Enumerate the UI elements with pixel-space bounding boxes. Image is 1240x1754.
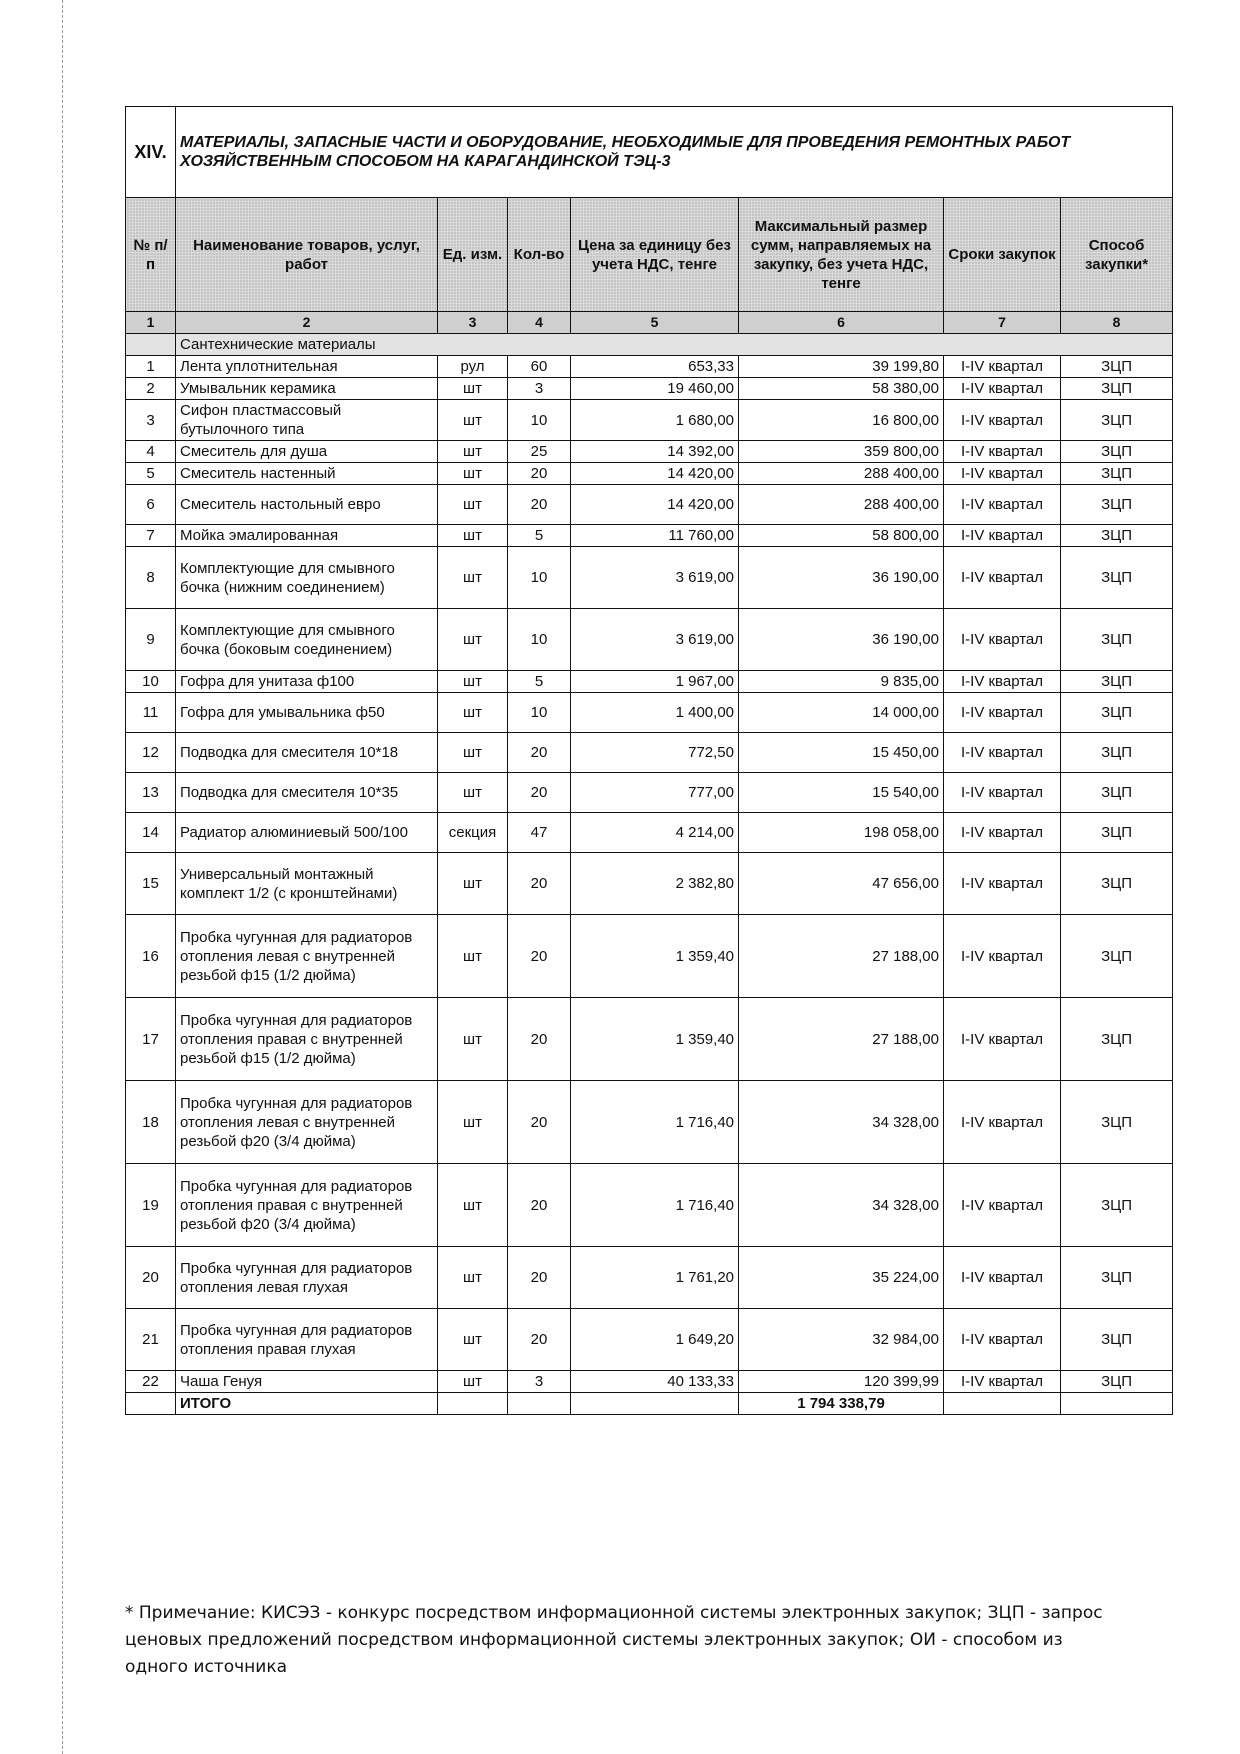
item-method: ЗЦП	[1061, 733, 1173, 773]
procurement-table	[125, 106, 1173, 1415]
item-sum: 39 199,80	[739, 356, 944, 378]
item-price: 1 716,40	[571, 1081, 739, 1164]
item-unit: шт	[438, 1164, 508, 1247]
item-name: Гофра для унитаза ф100	[176, 671, 438, 693]
item-term: I-IV квартал	[944, 609, 1061, 671]
item-unit: рул	[438, 356, 508, 378]
table-row	[126, 1309, 1173, 1371]
item-name: Пробка чугунная для радиаторов отопления левая с внутренней резьбой ф20 (3/4 дюйма)	[176, 1081, 438, 1164]
col-header-sum: Максимальный размер сумм, направляемых на закупку, без учета НДС, тенге	[739, 198, 944, 312]
item-unit: шт	[438, 671, 508, 693]
row-number: 7	[126, 525, 176, 547]
row-number: 22	[126, 1371, 176, 1393]
item-name: Чаша Генуя	[176, 1371, 438, 1393]
section-header-row	[126, 107, 1173, 198]
column-header-row	[126, 198, 1173, 312]
item-unit: шт	[438, 998, 508, 1081]
item-term: I-IV квартал	[944, 356, 1061, 378]
col-num-3: 3	[438, 312, 508, 334]
item-qty: 20	[508, 998, 571, 1081]
item-term: I-IV квартал	[944, 525, 1061, 547]
table-row	[126, 1371, 1173, 1393]
item-term: I-IV квартал	[944, 813, 1061, 853]
item-term: I-IV квартал	[944, 1081, 1061, 1164]
item-sum: 58 800,00	[739, 525, 944, 547]
table-row	[126, 356, 1173, 378]
item-qty: 25	[508, 441, 571, 463]
item-name: Смеситель настенный	[176, 463, 438, 485]
col-num-6: 6	[739, 312, 944, 334]
col-num-5: 5	[571, 312, 739, 334]
row-number: 15	[126, 853, 176, 915]
item-qty: 20	[508, 1309, 571, 1371]
item-name: Пробка чугунная для радиаторов отопления правая глухая	[176, 1309, 438, 1371]
item-price: 4 214,00	[571, 813, 739, 853]
item-unit: шт	[438, 463, 508, 485]
item-sum: 9 835,00	[739, 671, 944, 693]
item-price: 2 382,80	[571, 853, 739, 915]
item-method: ЗЦП	[1061, 813, 1173, 853]
row-number: 3	[126, 400, 176, 441]
item-price: 14 420,00	[571, 485, 739, 525]
table-row	[126, 733, 1173, 773]
item-qty: 60	[508, 356, 571, 378]
item-unit: шт	[438, 915, 508, 998]
item-sum: 27 188,00	[739, 915, 944, 998]
binding-margin-line	[62, 0, 64, 1754]
item-qty: 47	[508, 813, 571, 853]
item-name: Смеситель настольный евро	[176, 485, 438, 525]
item-price: 11 760,00	[571, 525, 739, 547]
item-method: ЗЦП	[1061, 693, 1173, 733]
item-price: 1 359,40	[571, 998, 739, 1081]
row-number: 5	[126, 463, 176, 485]
item-unit: шт	[438, 547, 508, 609]
item-unit: шт	[438, 378, 508, 400]
item-name: Пробка чугунная для радиаторов отопления правая с внутренней резьбой ф20 (3/4 дюйма)	[176, 1164, 438, 1247]
item-method: ЗЦП	[1061, 1164, 1173, 1247]
item-sum: 288 400,00	[739, 463, 944, 485]
item-qty: 20	[508, 1164, 571, 1247]
item-term: I-IV квартал	[944, 485, 1061, 525]
table-row	[126, 378, 1173, 400]
item-term: I-IV квартал	[944, 441, 1061, 463]
col-num-7: 7	[944, 312, 1061, 334]
item-unit: шт	[438, 1247, 508, 1309]
col-header-term: Сроки закупок	[944, 198, 1061, 312]
item-unit: секция	[438, 813, 508, 853]
item-sum: 27 188,00	[739, 998, 944, 1081]
item-name: Подводка для смесителя 10*35	[176, 773, 438, 813]
item-sum: 36 190,00	[739, 547, 944, 609]
table-row	[126, 485, 1173, 525]
item-sum: 15 540,00	[739, 773, 944, 813]
item-unit: шт	[438, 525, 508, 547]
table-row	[126, 853, 1173, 915]
row-number: 17	[126, 998, 176, 1081]
category-label: Сантехнические материалы	[176, 334, 1173, 356]
total-sum: 1 794 338,79	[739, 1393, 944, 1415]
item-unit: шт	[438, 485, 508, 525]
col-header-unit: Ед. изм.	[438, 198, 508, 312]
item-method: ЗЦП	[1061, 400, 1173, 441]
item-term: I-IV квартал	[944, 671, 1061, 693]
item-unit: шт	[438, 853, 508, 915]
row-number: 21	[126, 1309, 176, 1371]
item-price: 653,33	[571, 356, 739, 378]
row-number: 8	[126, 547, 176, 609]
item-method: ЗЦП	[1061, 525, 1173, 547]
col-header-qty: Кол-во	[508, 198, 571, 312]
item-qty: 20	[508, 853, 571, 915]
item-name: Универсальный монтажный комплект 1/2 (с кронштейнами)	[176, 853, 438, 915]
table-row	[126, 547, 1173, 609]
item-price: 777,00	[571, 773, 739, 813]
item-unit: шт	[438, 400, 508, 441]
item-unit: шт	[438, 1309, 508, 1371]
col-header-price: Цена за единицу без учета НДС, тенге	[571, 198, 739, 312]
item-qty: 10	[508, 400, 571, 441]
item-unit: шт	[438, 693, 508, 733]
table-row	[126, 773, 1173, 813]
category-row	[126, 334, 1173, 356]
item-term: I-IV квартал	[944, 915, 1061, 998]
col-num-8: 8	[1061, 312, 1173, 334]
item-term: I-IV квартал	[944, 853, 1061, 915]
row-number: 16	[126, 915, 176, 998]
col-header-method: Способ закупки*	[1061, 198, 1173, 312]
item-name: Пробка чугунная для радиаторов отопления левая с внутренней резьбой ф15 (1/2 дюйма)	[176, 915, 438, 998]
col-header-number: № п/п	[126, 198, 176, 312]
item-sum: 16 800,00	[739, 400, 944, 441]
row-number: 6	[126, 485, 176, 525]
item-sum: 34 328,00	[739, 1081, 944, 1164]
table-row	[126, 463, 1173, 485]
item-price: 14 392,00	[571, 441, 739, 463]
item-method: ЗЦП	[1061, 547, 1173, 609]
item-name: Лента уплотнительная	[176, 356, 438, 378]
item-price: 1 400,00	[571, 693, 739, 733]
item-price: 1 761,20	[571, 1247, 739, 1309]
total-row	[126, 1393, 1173, 1415]
item-sum: 198 058,00	[739, 813, 944, 853]
table-row	[126, 1247, 1173, 1309]
item-term: I-IV квартал	[944, 733, 1061, 773]
item-method: ЗЦП	[1061, 356, 1173, 378]
item-price: 3 619,00	[571, 609, 739, 671]
table-row	[126, 441, 1173, 463]
item-price: 3 619,00	[571, 547, 739, 609]
item-name: Подводка для смесителя 10*18	[176, 733, 438, 773]
item-price: 772,50	[571, 733, 739, 773]
item-qty: 20	[508, 773, 571, 813]
item-term: I-IV квартал	[944, 1309, 1061, 1371]
item-unit: шт	[438, 441, 508, 463]
item-method: ЗЦП	[1061, 441, 1173, 463]
item-unit: шт	[438, 773, 508, 813]
row-number: 20	[126, 1247, 176, 1309]
item-unit: шт	[438, 1081, 508, 1164]
item-name: Умывальник керамика	[176, 378, 438, 400]
item-name: Пробка чугунная для радиаторов отопления левая глухая	[176, 1247, 438, 1309]
item-method: ЗЦП	[1061, 609, 1173, 671]
item-qty: 20	[508, 463, 571, 485]
row-number: 18	[126, 1081, 176, 1164]
table-row	[126, 1081, 1173, 1164]
table-row	[126, 998, 1173, 1081]
item-qty: 20	[508, 733, 571, 773]
item-qty: 10	[508, 609, 571, 671]
item-term: I-IV квартал	[944, 1164, 1061, 1247]
item-unit: шт	[438, 1371, 508, 1393]
table-row	[126, 693, 1173, 733]
table-row	[126, 609, 1173, 671]
row-number: 1	[126, 356, 176, 378]
col-num-4: 4	[508, 312, 571, 334]
item-sum: 47 656,00	[739, 853, 944, 915]
item-term: I-IV квартал	[944, 773, 1061, 813]
table-row	[126, 915, 1173, 998]
table-row	[126, 1164, 1173, 1247]
item-method: ЗЦП	[1061, 998, 1173, 1081]
item-method: ЗЦП	[1061, 853, 1173, 915]
row-number: 19	[126, 1164, 176, 1247]
item-term: I-IV квартал	[944, 693, 1061, 733]
table-row	[126, 525, 1173, 547]
item-sum: 120 399,99	[739, 1371, 944, 1393]
col-num-1: 1	[126, 312, 176, 334]
item-unit: шт	[438, 733, 508, 773]
item-qty: 10	[508, 693, 571, 733]
row-number: 10	[126, 671, 176, 693]
item-method: ЗЦП	[1061, 1081, 1173, 1164]
footnote: * Примечание: КИСЭЗ - конкурс посредством информационной системы электронных закупок; ЗЦП - запрос ценовых предложений посредством информационной системы электронных закупок; ОИ - способом из одного источника	[125, 1603, 1103, 1677]
item-name: Комплектующие для смывного бочка (боковым соединением)	[176, 609, 438, 671]
item-qty: 20	[508, 1081, 571, 1164]
item-method: ЗЦП	[1061, 773, 1173, 813]
item-method: ЗЦП	[1061, 671, 1173, 693]
item-qty: 10	[508, 547, 571, 609]
table-row	[126, 813, 1173, 853]
item-sum: 14 000,00	[739, 693, 944, 733]
total-label: ИТОГО	[176, 1393, 438, 1415]
section-number: XIV.	[126, 107, 176, 198]
row-number: 13	[126, 773, 176, 813]
item-price: 1 716,40	[571, 1164, 739, 1247]
item-qty: 20	[508, 485, 571, 525]
item-price: 1 967,00	[571, 671, 739, 693]
item-method: ЗЦП	[1061, 485, 1173, 525]
item-name: Сифон пластмассовый бутылочного типа	[176, 400, 438, 441]
item-price: 1 359,40	[571, 915, 739, 998]
item-method: ЗЦП	[1061, 1371, 1173, 1393]
item-name: Мойка эмалированная	[176, 525, 438, 547]
item-term: I-IV квартал	[944, 400, 1061, 441]
item-sum: 36 190,00	[739, 609, 944, 671]
item-price: 19 460,00	[571, 378, 739, 400]
row-number: 4	[126, 441, 176, 463]
section-title: МАТЕРИАЛЫ, ЗАПАСНЫЕ ЧАСТИ И ОБОРУДОВАНИЕ, НЕОБХОДИМЫЕ ДЛЯ ПРОВЕДЕНИЯ РЕМОНТНЫХ РАБОТ ХОЗЯЙСТВЕННЫМ СПОСОБОМ НА КАРАГАНДИНСКОЙ ТЭЦ-3	[176, 107, 1173, 198]
item-sum: 15 450,00	[739, 733, 944, 773]
row-number: 2	[126, 378, 176, 400]
item-name: Пробка чугунная для радиаторов отопления правая с внутренней резьбой ф15 (1/2 дюйма)	[176, 998, 438, 1081]
item-term: I-IV квартал	[944, 1371, 1061, 1393]
item-method: ЗЦП	[1061, 1247, 1173, 1309]
table-body	[126, 356, 1173, 1393]
table-row	[126, 671, 1173, 693]
item-qty: 5	[508, 671, 571, 693]
item-term: I-IV квартал	[944, 1247, 1061, 1309]
row-number: 14	[126, 813, 176, 853]
item-method: ЗЦП	[1061, 463, 1173, 485]
row-number: 9	[126, 609, 176, 671]
item-qty: 3	[508, 1371, 571, 1393]
item-method: ЗЦП	[1061, 915, 1173, 998]
row-number: 12	[126, 733, 176, 773]
table-row	[126, 400, 1173, 441]
item-name: Смеситель для душа	[176, 441, 438, 463]
item-sum: 32 984,00	[739, 1309, 944, 1371]
item-name: Радиатор алюминиевый 500/100	[176, 813, 438, 853]
column-number-row	[126, 312, 1173, 334]
row-number: 11	[126, 693, 176, 733]
item-unit: шт	[438, 609, 508, 671]
col-num-2: 2	[176, 312, 438, 334]
item-term: I-IV квартал	[944, 378, 1061, 400]
col-header-name: Наименование товаров, услуг, работ	[176, 198, 438, 312]
item-sum: 288 400,00	[739, 485, 944, 525]
item-price: 1 649,20	[571, 1309, 739, 1371]
item-name: Гофра для умывальника ф50	[176, 693, 438, 733]
item-name: Комплектующие для смывного бочка (нижним соединением)	[176, 547, 438, 609]
item-sum: 34 328,00	[739, 1164, 944, 1247]
item-method: ЗЦП	[1061, 1309, 1173, 1371]
item-sum: 35 224,00	[739, 1247, 944, 1309]
item-sum: 359 800,00	[739, 441, 944, 463]
item-price: 40 133,33	[571, 1371, 739, 1393]
item-price: 1 680,00	[571, 400, 739, 441]
item-qty: 3	[508, 378, 571, 400]
item-qty: 20	[508, 915, 571, 998]
item-price: 14 420,00	[571, 463, 739, 485]
item-qty: 5	[508, 525, 571, 547]
item-term: I-IV квартал	[944, 547, 1061, 609]
item-sum: 58 380,00	[739, 378, 944, 400]
item-qty: 20	[508, 1247, 571, 1309]
item-term: I-IV квартал	[944, 998, 1061, 1081]
item-term: I-IV квартал	[944, 463, 1061, 485]
item-method: ЗЦП	[1061, 378, 1173, 400]
